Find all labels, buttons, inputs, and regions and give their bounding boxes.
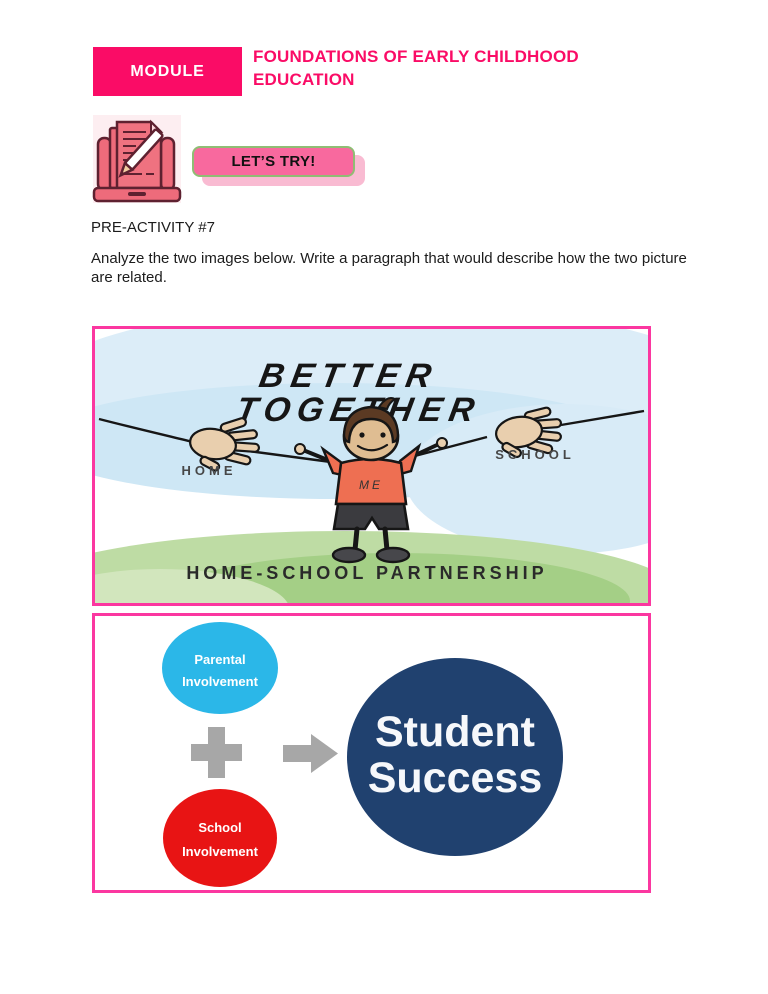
page-title-line-1: FOUNDATIONS OF EARLY CHILDHOOD: [253, 47, 579, 66]
kid-right-shoe: [377, 548, 409, 562]
lets-try-label: LET’S TRY!: [231, 153, 316, 170]
school-involvement-circle: [163, 789, 277, 887]
module-badge-label: MODULE: [130, 62, 205, 80]
home-school-partnership-caption: HOME-SCHOOL PARTNERSHIP: [186, 563, 548, 583]
kid-left-eye: [359, 432, 364, 437]
kid-shorts: [334, 504, 408, 529]
title-line-1: BETTER: [256, 357, 441, 395]
involvement-diagram: [95, 616, 648, 890]
me-label: ME: [359, 478, 383, 492]
student-success-label: [368, 708, 543, 802]
kid-right-eye: [380, 432, 385, 437]
home-label: HOME: [181, 463, 237, 478]
module-badge: [93, 47, 242, 96]
kid-right-hand: [437, 438, 447, 448]
figure-involvement-diagram: [92, 613, 651, 893]
parental-involvement-circle: [162, 622, 278, 714]
parental-line-2: Involvement: [182, 674, 258, 689]
kid-left-hand: [295, 444, 305, 454]
arrow-right-icon: [283, 734, 338, 773]
activity-heading: PRE-ACTIVITY #7: [91, 219, 215, 236]
parental-line-1: Parental: [194, 652, 246, 667]
student-line-2: Success: [367, 754, 543, 802]
school-line-1: School: [198, 820, 242, 835]
page-title: [253, 45, 673, 91]
stand-right-bracket: [161, 138, 174, 190]
writing-documents-icon-svg: [90, 112, 184, 206]
writing-documents-icon: [90, 112, 184, 206]
kid-left-shoe: [333, 548, 365, 562]
better-together-illustration: [95, 329, 648, 603]
activity-instructions: Analyze the two images below. Write a paragraph that would describe how the two picture are related.: [91, 250, 687, 286]
school-line-2: Involvement: [182, 844, 258, 859]
page-title-line-2: EDUCATION: [253, 70, 355, 89]
stand-base-slot: [128, 192, 146, 196]
school-label: SCHOOL: [495, 447, 575, 462]
figure-better-together: [92, 326, 651, 606]
lets-try-button: [192, 146, 355, 177]
student-line-1: Student: [374, 708, 536, 756]
plus-icon: [191, 727, 242, 778]
